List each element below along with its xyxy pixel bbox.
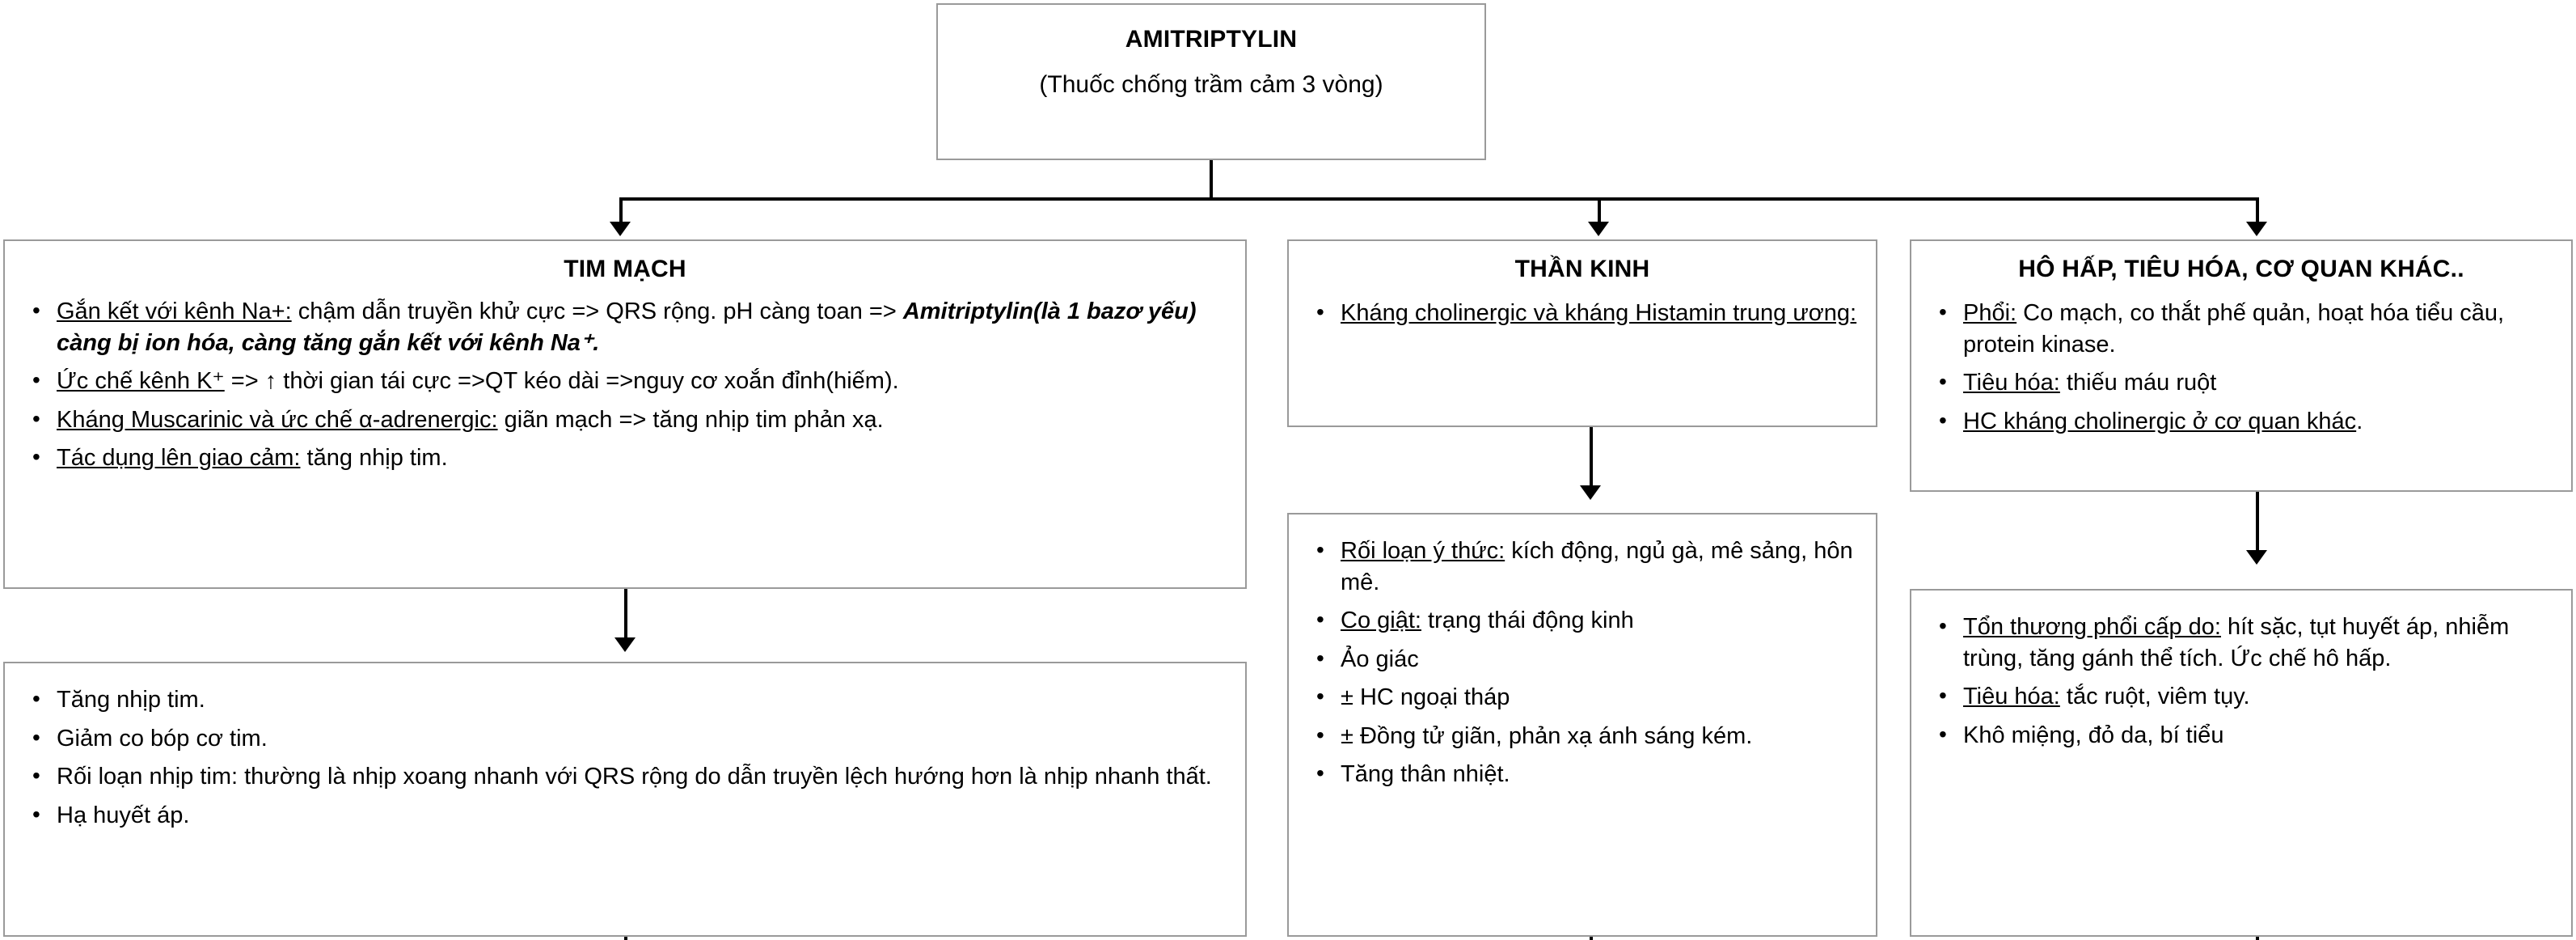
list-item xyxy=(1963,681,2553,713)
node-amitriptylin xyxy=(936,3,1486,160)
item-lead: Tiêu hóa: xyxy=(1963,370,2060,396)
item-lead: Co giật: xyxy=(1341,608,1421,634)
list-item xyxy=(57,723,1227,755)
list-item xyxy=(57,800,1227,832)
node-ho-hap-tieu-hoa xyxy=(1910,239,2573,492)
connector-to-neuro xyxy=(1598,197,1601,223)
item-text: thiếu máu ruột xyxy=(2059,370,2217,396)
arrow-resp-to-resp2 xyxy=(2246,550,2267,565)
item-lead: HC kháng cholinergic ở cơ quan khác xyxy=(1963,408,2357,434)
list-item xyxy=(1963,720,2553,752)
item-lead: Kháng Muscarinic và ức chế α-adrenergic: xyxy=(57,406,498,433)
arrow-to-resp xyxy=(2246,222,2267,236)
node-ho-hap-hau-qua-items xyxy=(1911,612,2571,751)
item-lead: Gắn kết với kênh Na+: xyxy=(57,299,292,324)
list-item xyxy=(1963,406,2553,438)
node-ho-hap-hau-qua xyxy=(1910,589,2573,937)
node-tim-mach-hau-qua-items xyxy=(5,684,1245,831)
node-than-kinh-bieu-hien xyxy=(1287,513,1877,937)
connector-root-stem xyxy=(1210,160,1213,199)
item-text: Rối loạn nhịp tim: thường là nhịp xoang nhanh với QRS rộng do dẫn truyền lệch hướng hơn là nhịp nhanh thất. xyxy=(57,764,1212,790)
node-tim-mach-title: TIM MẠCH xyxy=(564,256,686,282)
arrow-to-neuro xyxy=(1588,222,1609,236)
arrow-to-cardio xyxy=(610,222,631,236)
connector-resp2-continue xyxy=(2256,937,2259,940)
list-item xyxy=(57,684,1227,716)
list-item xyxy=(1341,682,1858,713)
item-text: tắc ruột, viêm tụy. xyxy=(2059,684,2250,710)
connector-to-cardio xyxy=(619,197,623,223)
item-lead: Ức chế kênh K⁺ xyxy=(57,368,225,395)
connector-to-resp xyxy=(2256,197,2259,223)
node-than-kinh-title: THẦN KINH xyxy=(1514,256,1650,282)
connector-root-bus xyxy=(619,197,2257,201)
item-text: Giảm co bóp cơ tim. xyxy=(57,725,268,752)
list-item xyxy=(57,296,1227,358)
item-text: ± Đồng tử giãn, phản xạ ánh sáng kém. xyxy=(1341,722,1753,749)
list-item xyxy=(1341,759,1858,790)
list-item xyxy=(1341,605,1858,637)
item-lead: Kháng cholinergic và kháng Histamin trung ương: xyxy=(1341,300,1857,326)
item-text: tăng nhịp tim. xyxy=(300,445,448,472)
node-than-kinh-items xyxy=(1289,298,1876,329)
list-item xyxy=(1341,536,1858,598)
list-item xyxy=(57,442,1227,474)
item-text: Co mạch, co thắt phế quản, hoạt hóa tiểu cầu, protein kinase. xyxy=(1963,300,2505,358)
item-text: . xyxy=(2356,408,2363,434)
node-tim-mach xyxy=(3,239,1247,589)
item-text: => ↑ thời gian tái cực =>QT kéo dài =>nguy cơ xoắn đỉnh(hiếm). xyxy=(224,368,899,395)
item-text: chậm dẫn truyền khử cực => QRS rộng. pH càng toan => xyxy=(291,299,903,324)
node-ho-hap-tieu-hoa-title: HÔ HẤP, TIÊU HÓA, CƠ QUAN KHÁC.. xyxy=(2018,256,2464,282)
item-lead: Tổn thương phổi cấp do: xyxy=(1963,614,2221,640)
node-amitriptylin-subtitle: (Thuốc chống trầm cảm 3 vòng) xyxy=(1039,71,1383,98)
list-item xyxy=(1963,367,2553,399)
item-lead: Tiêu hóa: xyxy=(1963,684,2060,710)
item-text: trạng thái động kinh xyxy=(1421,608,1634,634)
list-item xyxy=(57,404,1227,436)
item-text: Hạ huyết áp. xyxy=(57,802,190,828)
item-text: Ảo giác xyxy=(1341,646,1419,672)
list-item xyxy=(1963,612,2553,674)
list-item xyxy=(1341,644,1858,675)
list-item xyxy=(57,761,1227,793)
item-lead: Rối loạn ý thức: xyxy=(1341,538,1505,564)
node-than-kinh-bieu-hien-items xyxy=(1289,536,1876,790)
arrow-cardio-to-cardio2 xyxy=(614,637,636,652)
list-item xyxy=(57,366,1227,397)
connector-cardio-to-cardio2 xyxy=(624,589,627,639)
node-tim-mach-hau-qua xyxy=(3,662,1247,937)
node-ho-hap-tieu-hoa-items xyxy=(1911,298,2571,437)
item-lead: Tác dụng lên giao cảm: xyxy=(57,445,301,472)
item-lead: Phổi: xyxy=(1963,300,2017,326)
item-text: Tăng nhịp tim. xyxy=(57,687,205,713)
item-text: kích động, ngủ gà, mê sảng, hôn mê. xyxy=(1341,538,1853,595)
item-text: hít sặc, tụt huyết áp, nhiễm trùng, tăng gánh thể tích. Ức chế hô hấp. xyxy=(1963,614,2510,671)
connector-neuro2-continue xyxy=(1590,937,1593,940)
arrow-neuro-to-neuro2 xyxy=(1580,485,1601,500)
list-item xyxy=(1963,298,2553,360)
connector-resp-to-resp2 xyxy=(2256,492,2259,552)
item-text: Khô miệng, đỏ da, bí tiểu xyxy=(1963,722,2224,748)
item-text: giãn mạch => tăng nhịp tim phản xạ. xyxy=(497,406,884,433)
node-tim-mach-items xyxy=(5,296,1245,474)
item-text: ± HC ngoại tháp xyxy=(1341,684,1510,711)
node-than-kinh xyxy=(1287,239,1877,427)
list-item xyxy=(1341,298,1858,329)
node-amitriptylin-title: AMITRIPTYLIN xyxy=(1125,26,1298,53)
item-text: Tăng thân nhiệt. xyxy=(1341,761,1510,788)
connector-neuro-to-neuro2 xyxy=(1590,427,1593,487)
connector-cardio2-continue xyxy=(624,937,627,940)
list-item xyxy=(1341,721,1858,752)
item-emphasis: Amitriptylin(là 1 bazơ yếu) càng bị ion hóa, càng tăng gắn kết với kênh Na⁺. xyxy=(57,299,1197,356)
